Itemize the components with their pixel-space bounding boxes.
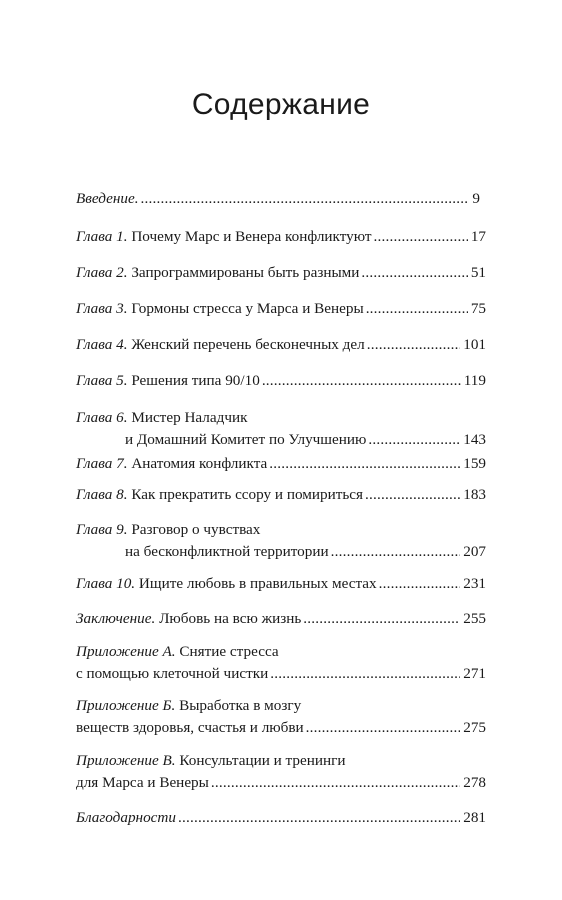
toc-entry-chapter-4 xyxy=(76,334,486,356)
toc-entry-chapter-7 xyxy=(76,453,486,475)
entry-label: Глава 1. xyxy=(76,228,128,245)
entry-label: Глава 8. xyxy=(76,486,128,503)
entry-label: Благодарности xyxy=(76,809,176,826)
entry-title: Как прекратить ссору и помириться xyxy=(127,486,364,503)
toc-entry-chapter-8 xyxy=(76,484,486,506)
entry-title-continued: для Марса и Венеры xyxy=(76,774,209,791)
dot-leader xyxy=(141,188,470,210)
page-number: 271 xyxy=(463,665,486,682)
dot-leader xyxy=(374,226,468,248)
entry-label: Глава 9. xyxy=(76,521,128,538)
toc-entry-chapter-10 xyxy=(76,573,486,595)
toc-entry-chapter-3 xyxy=(76,298,486,320)
page-number: 51 xyxy=(470,264,486,281)
toc-entry-chapter-2 xyxy=(76,262,486,284)
dot-leader xyxy=(368,429,460,451)
dot-leader xyxy=(270,663,460,685)
dot-leader xyxy=(303,608,460,630)
dot-leader xyxy=(331,541,461,563)
entry-title: Снятие стресса xyxy=(175,643,279,660)
entry-label: Введение. xyxy=(76,190,139,207)
dot-leader xyxy=(262,370,461,392)
toc-entry-chapter-5 xyxy=(76,370,486,392)
entry-title: Решения типа 90/10 xyxy=(127,372,260,389)
entry-title-continued: веществ здоровья, счастья и любви xyxy=(76,719,304,736)
toc-entry-introduction xyxy=(76,188,486,210)
entry-label: Заключение. xyxy=(76,610,156,627)
page-number: 119 xyxy=(463,372,486,389)
page-number: 159 xyxy=(463,455,486,472)
entry-title-continued: с помощью клеточной чистки xyxy=(76,665,269,682)
entry-title: Гормоны стресса у Марса и Венеры xyxy=(127,300,364,317)
toc-entry-acknowledgements xyxy=(76,807,486,829)
entry-title: Запрограммированы быть разными xyxy=(127,264,360,281)
page-number: 183 xyxy=(463,486,486,503)
entry-title: Консультации и тренинги xyxy=(175,752,346,769)
toc-entry-appendix-a xyxy=(76,641,486,685)
entry-label: Приложение А. xyxy=(76,643,176,660)
entry-title-continued: и Домашний Комитет по Улучшению xyxy=(125,431,367,448)
entry-label: Глава 7. xyxy=(76,455,128,472)
toc-entry-chapter-6 xyxy=(76,407,486,451)
page-number: 281 xyxy=(463,809,486,826)
page-number: 9 xyxy=(472,190,480,207)
page-number: 101 xyxy=(463,336,486,353)
page-number: 143 xyxy=(463,431,486,448)
entry-label: Приложение Б. xyxy=(76,697,176,714)
page-number: 207 xyxy=(463,543,486,560)
dot-leader xyxy=(178,807,460,829)
entry-title: Анатомия конфликта xyxy=(127,455,268,472)
entry-title: Мистер Наладчик xyxy=(127,409,248,426)
entry-title: Женский перечень бесконечных дел xyxy=(127,336,365,353)
page-number: 255 xyxy=(463,610,486,627)
entry-title: Почему Марс и Венера конфликтуют xyxy=(127,228,372,245)
dot-leader xyxy=(367,334,460,356)
entry-title-continued: на бесконфликтной территории xyxy=(125,543,329,560)
entry-label: Глава 2. xyxy=(76,264,128,281)
toc-entry-chapter-9 xyxy=(76,519,486,563)
entry-label: Глава 10. xyxy=(76,575,136,592)
dot-leader xyxy=(361,262,467,284)
entry-title: Разговор о чувствах xyxy=(127,521,261,538)
entry-label: Глава 3. xyxy=(76,300,128,317)
toc-entry-conclusion xyxy=(76,608,486,630)
dot-leader xyxy=(379,573,461,595)
toc-entry-appendix-b xyxy=(76,695,486,739)
toc-entry-appendix-v xyxy=(76,750,486,794)
page-number: 278 xyxy=(463,774,486,791)
entry-label: Глава 4. xyxy=(76,336,128,353)
dot-leader xyxy=(366,298,468,320)
entry-label: Глава 6. xyxy=(76,409,128,426)
dot-leader xyxy=(306,717,461,739)
dot-leader xyxy=(269,453,460,475)
page-number: 75 xyxy=(470,300,486,317)
entry-label: Глава 5. xyxy=(76,372,128,389)
dot-leader xyxy=(211,772,460,794)
page-number: 231 xyxy=(463,575,486,592)
dot-leader xyxy=(365,484,460,506)
entry-title: Выработка в мозгу xyxy=(175,697,302,714)
entry-label: Приложение В. xyxy=(76,752,176,769)
entry-title: Ищите любовь в правильных местах xyxy=(135,575,377,592)
page-number: 275 xyxy=(463,719,486,736)
page-number: 17 xyxy=(470,228,486,245)
entry-title: Любовь на всю жизнь xyxy=(155,610,302,627)
toc-entry-chapter-1 xyxy=(76,226,486,248)
page-title: Содержание xyxy=(191,88,371,121)
